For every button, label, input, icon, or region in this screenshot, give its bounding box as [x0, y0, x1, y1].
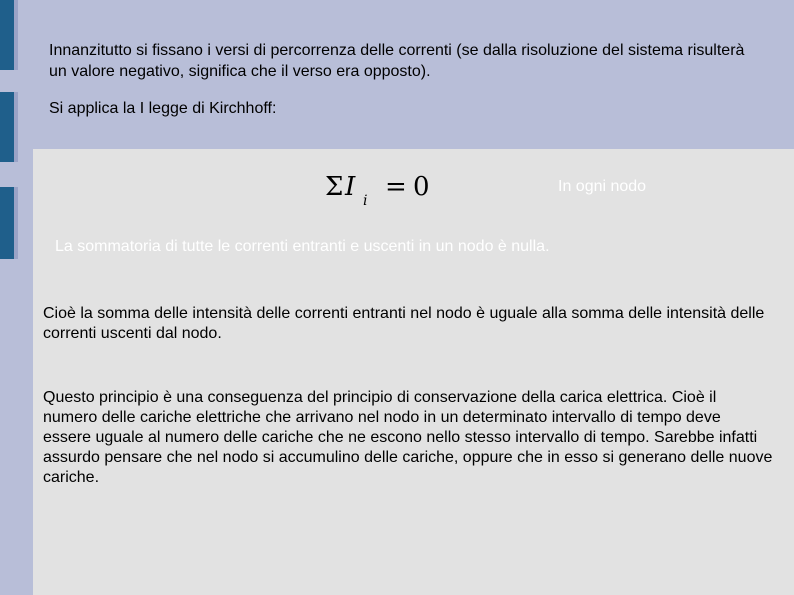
- principle-paragraph: Questo principio è una conseguenza del principio di conservazione della carica elettrica. Cioè il numero delle cariche elettriche che arrivano nel nodo in un determinato intervallo di tempo deve essere uguale al numero delle cariche che ne escono nello stesso intervallo di tempo. Sarebbe infatti assurdo pensare che nel nodo si accumulino delle cariche, oppure che in esso si generano delle nuove cariche.: [43, 389, 773, 486]
- decorative-side-bars: [0, 0, 16, 595]
- formula-subscript: i: [363, 193, 368, 209]
- formula-sigma: Σ: [325, 172, 344, 202]
- kirchhoff-intro: Si applica la I legge di Kirchhoff:: [49, 100, 277, 117]
- formula-value: 0: [413, 172, 430, 202]
- side-bar: [0, 0, 14, 70]
- side-bar: [14, 187, 18, 259]
- explanation-paragraph: Cioè la somma delle intensità delle correnti entranti nel nodo è uguale alla somma delle intensità delle correnti uscenti dal nodo.: [43, 305, 765, 342]
- content-panel: [33, 149, 794, 595]
- side-bar: [0, 187, 14, 259]
- formula-variable: I: [345, 172, 356, 202]
- side-bar: [14, 92, 18, 162]
- side-bar: [0, 92, 14, 162]
- intro-section: [49, 40, 749, 119]
- side-bar: [14, 0, 18, 70]
- law-description: La sommatoria di tutte le correnti entranti e uscenti in un nodo è nulla.: [55, 238, 550, 255]
- formula-equals: =: [385, 172, 407, 202]
- intro-paragraph: Innanzitutto si fissano i versi di percorrenza delle correnti (se dalla risoluzione del sistema risulterà un valore negativo, significa che il verso era opposto).: [49, 42, 745, 80]
- node-note: In ogni nodo: [558, 178, 647, 195]
- kirchhoff-formula: [325, 169, 455, 209]
